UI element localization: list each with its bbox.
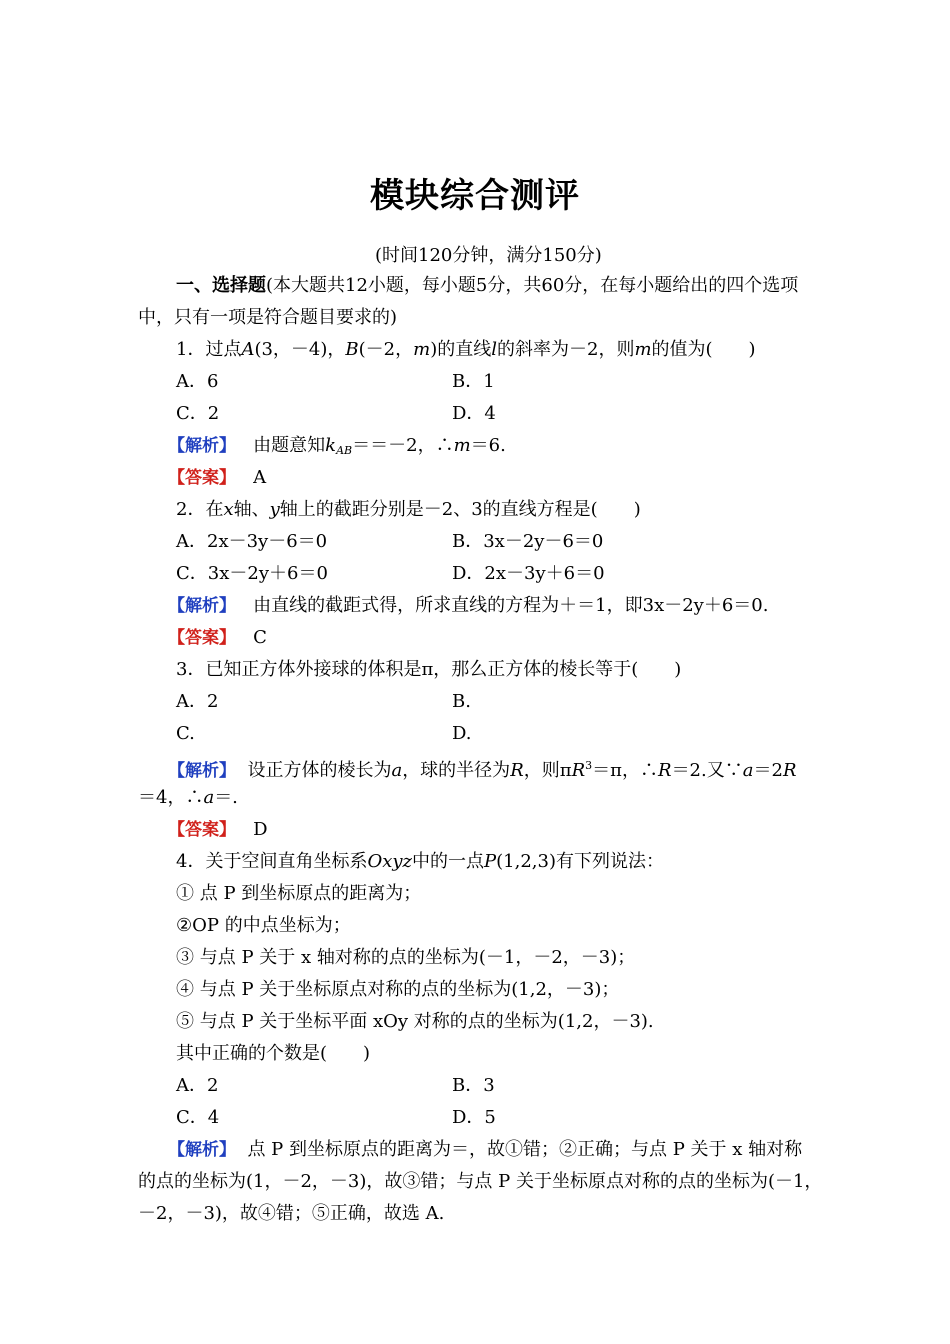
- q2-option-a: A．2x－3y－6＝0: [176, 531, 328, 552]
- analysis-label: 【解析】: [168, 436, 236, 456]
- analysis-label: 【解析】: [168, 1140, 236, 1160]
- q1-stem-text: (－2，: [358, 339, 414, 360]
- q1-stem-text: 1．过点: [176, 339, 242, 360]
- q3-analysis-text: ＝π，∴: [592, 760, 658, 781]
- q4-statement-1: ① 点 P 到坐标原点的距离为；: [176, 883, 422, 904]
- q1-option-c: C．2: [176, 403, 220, 424]
- q3-option-b: B.: [452, 691, 471, 712]
- q2-option-b: B．3x－2y－6＝0: [452, 531, 604, 552]
- q4-statement-4: ④ 与点 P 关于坐标原点对称的点的坐标为(1,2，－3)；: [176, 979, 620, 1000]
- q2-stem-text: 2．在: [176, 499, 224, 520]
- q1-option-a: A．6: [176, 371, 219, 392]
- q3-option-a: A．2: [176, 691, 219, 712]
- q4-analysis-text: 点 P 到坐标原点的距离为＝，故①错；②正确；与点 P 关于 x 轴对称: [247, 1139, 803, 1160]
- q1-analysis-text: 由题意知: [253, 435, 326, 456]
- analysis-label: 【解析】: [168, 596, 236, 616]
- q4-stem-text: 4．关于空间直角坐标系: [176, 851, 368, 872]
- q4-option-c: C．4: [176, 1107, 220, 1128]
- q4-option-b: B．3: [452, 1075, 495, 1096]
- q3-analysis-text: 设正方体的棱长为: [247, 760, 392, 781]
- q3-var-a: a: [203, 787, 215, 808]
- q3-analysis-text: ＝4，∴: [138, 787, 204, 808]
- q4-analysis-line3: －2，－3)，故④错；⑤正确，故选 A.: [138, 1203, 445, 1224]
- q3-var-r: R: [571, 760, 586, 781]
- q4-statement-5: ⑤ 与点 P 关于坐标平面 xOy 对称的点的坐标为(1,2，－3).: [176, 1011, 654, 1032]
- q2-answer: [168, 626, 267, 650]
- q3-var-a: a: [391, 760, 403, 781]
- answer-label: 【答案】: [168, 468, 236, 488]
- page-title: 模块综合测评: [370, 176, 580, 216]
- q2-option-d: D．2x－3y＋6＝0: [452, 563, 605, 584]
- q2-answer-value: C: [253, 627, 267, 648]
- q1-stem-text: 的值为( ): [651, 339, 756, 360]
- q3-var-r: R: [510, 760, 524, 781]
- q1-answer: [168, 466, 266, 490]
- q3-answer: [168, 818, 268, 842]
- q2-var-x: x: [223, 499, 234, 520]
- q4-var-p: P: [484, 851, 497, 872]
- q1-var-l: l: [491, 339, 497, 360]
- q4-stem-text: 中的一点: [412, 851, 485, 872]
- q3-answer-value: D: [253, 819, 268, 840]
- q2-stem-text: 轴上的截距分别是－2、3的直线方程是( ): [279, 499, 641, 520]
- q1-option-d: D．4: [452, 403, 496, 424]
- q4-analysis: [168, 1138, 802, 1162]
- q3-analysis-text: ，则π: [523, 760, 572, 781]
- q2-analysis-text: 由直线的截距式得，所求直线的方程为＋＝1，即3x－2y＋6＝0.: [253, 595, 769, 616]
- q1-var-k: k: [325, 435, 337, 456]
- q2-option-c: C．3x－2y＋6＝0: [176, 563, 328, 584]
- q4-stem-text: (1,2,3)有下列说法：: [496, 851, 664, 872]
- q1-var-b: B: [345, 339, 359, 360]
- q1-analysis-text: ＝6.: [470, 435, 506, 456]
- section-heading: 一、选择题: [176, 275, 266, 296]
- section-intro-line1: [176, 274, 798, 298]
- q2-analysis: [168, 594, 768, 618]
- q1-var-a: A: [241, 339, 255, 360]
- q2-stem: [176, 498, 641, 522]
- section-desc-1: (本大题共12小题，每小题5分，共60分，在每小题给出的四个选项: [266, 275, 799, 296]
- q3-option-c: C.: [176, 723, 195, 744]
- q1-stem-text: )的直线: [430, 339, 492, 360]
- q1-subscript: AB: [336, 444, 353, 457]
- q1-var-m: m: [413, 339, 431, 360]
- q1-var-m: m: [634, 339, 652, 360]
- q3-analysis-text: ＝2.又∵: [671, 760, 743, 781]
- q1-stem-text: (3，－4)，: [254, 339, 346, 360]
- q1-stem-text: 的斜率为－2，则: [497, 339, 635, 360]
- section-desc-2: 中，只有一项是符合题目要求的): [138, 307, 398, 328]
- q3-analysis-line2: [138, 786, 238, 810]
- q3-superscript: 3: [585, 759, 593, 772]
- q4-option-a: A．2: [176, 1075, 219, 1096]
- q4-stem: [176, 850, 664, 874]
- q3-stem: 3．已知正方体外接球的体积是π，那么正方体的棱长等于( ): [176, 659, 682, 680]
- q4-statement-2: ②OP 的中点坐标为；: [176, 915, 351, 936]
- q3-option-d: D.: [452, 723, 472, 744]
- analysis-label: 【解析】: [168, 761, 236, 781]
- q3-analysis-text: ＝.: [214, 787, 238, 808]
- q3-var-r: R: [658, 760, 672, 781]
- answer-label: 【答案】: [168, 820, 236, 840]
- q3-analysis: [168, 754, 797, 783]
- q4-option-d: D．5: [452, 1107, 496, 1128]
- q4-var-oxyz: Oxyz: [367, 851, 413, 872]
- q4-statement-3: ③ 与点 P 关于 x 轴对称的点的坐标为(－1，－2，－3)；: [176, 947, 636, 968]
- q2-stem-text: 轴、: [233, 499, 270, 520]
- q3-analysis-text: ，球的半径为: [402, 760, 511, 781]
- q1-stem: [176, 338, 756, 362]
- answer-label: 【答案】: [168, 628, 236, 648]
- q1-var-m: m: [453, 435, 471, 456]
- q1-analysis: [168, 434, 506, 463]
- q3-var-a: a: [742, 760, 754, 781]
- q4-question: 其中正确的个数是( ): [176, 1043, 371, 1064]
- q4-analysis-line2: 的点的坐标为(1，－2，－3)，故③错；与点 P 关于坐标原点对称的点的坐标为(－1，: [138, 1171, 823, 1192]
- q1-option-b: B．1: [452, 371, 495, 392]
- q3-var-r: R: [782, 760, 797, 781]
- q2-var-y: y: [269, 499, 280, 520]
- q1-answer-value: A: [253, 467, 267, 488]
- q1-analysis-text: ＝＝－2，∴: [352, 435, 454, 456]
- subtitle: (时间120分钟，满分150分): [375, 245, 602, 266]
- q3-analysis-text: ＝2: [753, 760, 783, 781]
